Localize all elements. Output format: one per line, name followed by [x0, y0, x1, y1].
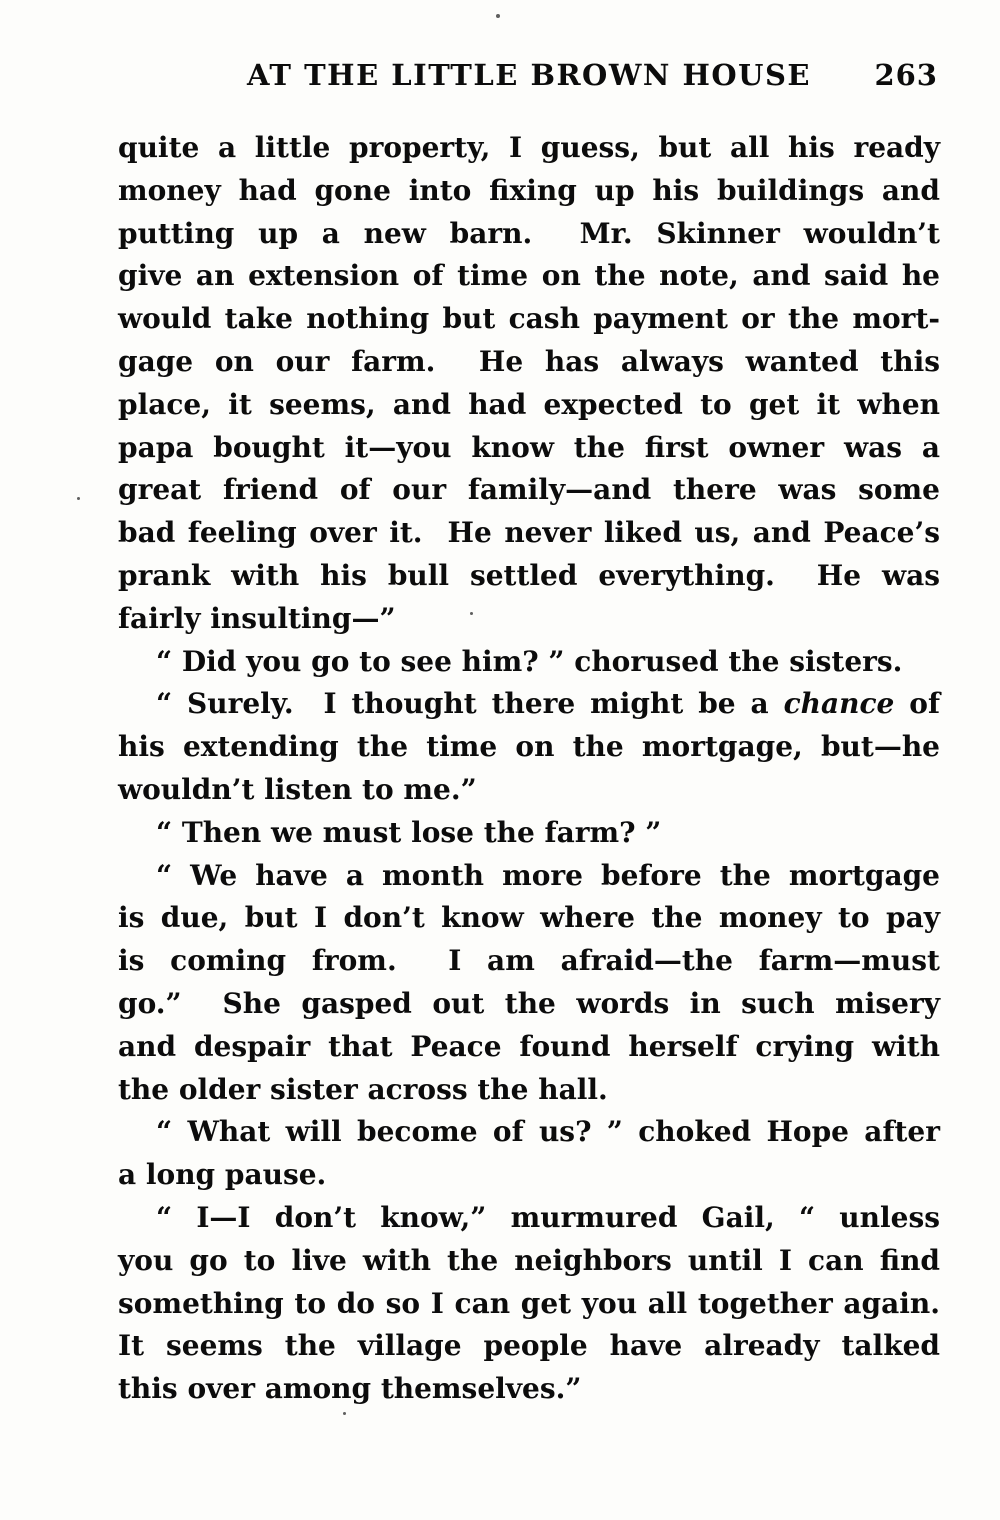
text-line: wouldn’t listen to me.” — [118, 772, 477, 806]
text-line: prank with his bull settled everything. He was — [118, 558, 940, 592]
text-line: and despair that Peace found herself crying with — [118, 1029, 940, 1063]
text-line: a long pause. — [118, 1158, 327, 1192]
text-line: “ Surely. I thought there might be a chance of — [156, 687, 940, 721]
scan-speck — [77, 497, 80, 500]
text-line: “ We have a month more before the mortgage — [156, 858, 940, 892]
page-number: 263 — [874, 58, 938, 92]
text-line: something to do so I can get you all together again. — [118, 1286, 940, 1320]
text-line: “ What will become of us? ” choked Hope after — [156, 1115, 940, 1149]
text-line: putting up a new barn. Mr. Skinner wouldn’t — [118, 216, 940, 250]
text-line: place, it seems, and had expected to get it when — [118, 387, 940, 421]
text-line: “ Did you go to see him? ” chorused the sisters. — [156, 644, 903, 678]
running-header — [118, 58, 940, 100]
scan-speck — [496, 14, 500, 18]
text-line: his extending the time on the mortgage, but—he — [118, 730, 940, 764]
page-body — [118, 127, 940, 1411]
text-line: gage on our farm. He has always wanted this — [118, 344, 940, 378]
text-line: you go to live with the neighbors until I can find — [118, 1243, 940, 1277]
text-line: It seems the village people have already talked — [118, 1329, 940, 1363]
text-line: bad feeling over it. He never liked us, and Peace’s — [118, 516, 940, 550]
text-line: quite a little property, I guess, but all his ready — [118, 131, 940, 164]
text-line: would take nothing but cash payment or the mort- — [118, 302, 940, 336]
text-line: money had gone into fixing up his buildings and — [118, 173, 940, 207]
text-line: is coming from. I am afraid—the farm—must — [118, 944, 940, 978]
text-line: is due, but I don’t know where the money to pay — [118, 901, 940, 935]
text-line: great friend of our family—and there was some — [118, 473, 940, 507]
chapter-running-title: AT THE LITTLE BROWN HOUSE — [247, 58, 811, 92]
text-line: this over among themselves.” — [118, 1372, 582, 1406]
text-line: the older sister across the hall. — [118, 1072, 608, 1106]
text-line: “ Then we must lose the farm? ” — [156, 815, 662, 849]
text-line: give an extension of time on the note, and said he — [118, 259, 940, 293]
text-line: “ I—I don’t know,” murmured Gail, “ unless — [156, 1200, 940, 1234]
text-line: go.” She gasped out the words in such misery — [118, 986, 940, 1020]
scan-speck — [343, 1412, 346, 1415]
text-line: papa bought it—you know the first owner was a — [118, 430, 940, 464]
scan-speck — [470, 612, 473, 615]
text-line: fairly insulting—” — [118, 601, 396, 635]
